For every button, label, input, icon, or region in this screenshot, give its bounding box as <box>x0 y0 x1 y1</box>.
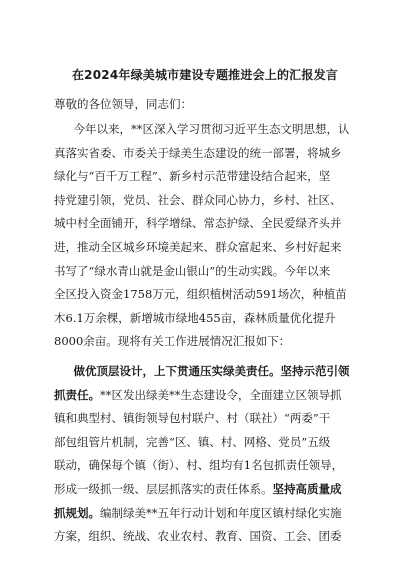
document-title: 在2024年绿美城市建设专题推进会上的汇报发言 <box>71 68 338 82</box>
text-line: 木6.1万余棵，新增城市绿地455亩，森林质量优化提升 <box>54 310 336 325</box>
text-line <box>54 384 356 408</box>
greeting: 尊敬的各位领导，同志们： <box>54 97 192 111</box>
section-heading: 做优顶层设计，上下贯通压实绿美责任。坚持示范引领 <box>73 363 350 378</box>
text-line: 部包组管片机制，完善“区、镇、村、网格、党员”五级 <box>54 434 331 449</box>
text-line <box>54 502 356 526</box>
text-line: 联动，确保每个镇（街）、村、组均有1名包抓责任领导， <box>54 458 344 473</box>
body-text: 形成一级抓一级、层层抓落实的责任体系。 <box>54 481 273 496</box>
text-line: 全区投入资金1758万元，组织植树活动591场次，种植苗 <box>54 287 347 302</box>
text-line: 镇和典型村、镇街领导包村联户、村（联社）“两委”干 <box>54 411 331 426</box>
text-line: 持党建引领，党员、社会、群众同心协力，乡村、社区、 <box>54 192 342 207</box>
text-line: 方案，组织、统战、农业农村、教育、国资、工会、团委 <box>54 529 342 544</box>
section-heading: 坚持高质量成 <box>272 481 342 496</box>
paragraph-top-level-design <box>54 360 356 549</box>
paragraph-intro <box>54 118 356 354</box>
body-text: 编制绿美**五年行动计划和年度区镇村绿化实施 <box>100 505 342 520</box>
text-line: 今年以来，**区深入学习贯彻习近平生态文明思想，认 <box>73 122 350 136</box>
text-line: 绿化与“百千万工程”、新乡村示范带建设结合起来，坚 <box>54 169 331 184</box>
text-line: 书写了“绿水青山就是金山银山”的生动实践。今年以来 <box>54 263 331 278</box>
section-heading: 抓责任。 <box>54 387 100 402</box>
text-line: 进，推动全区城乡环境美起来、群众富起来、乡村好起来 <box>54 239 342 254</box>
text-line <box>54 478 356 502</box>
text-line: 8000余亩。现将有关工作进展情况汇报如下： <box>54 334 291 349</box>
text-line: 真落实省委、市委关于绿美生态建设的统一部署，将城乡 <box>54 145 342 160</box>
body-text: **区发出绿美**生态建设令，全面建立区领导抓 <box>100 387 342 402</box>
text-line: 城中村全面铺开，科学增绿、常态护绿、全民爱绿齐头并 <box>54 216 342 231</box>
section-heading: 抓规划。 <box>54 505 100 520</box>
text-line <box>54 360 356 384</box>
